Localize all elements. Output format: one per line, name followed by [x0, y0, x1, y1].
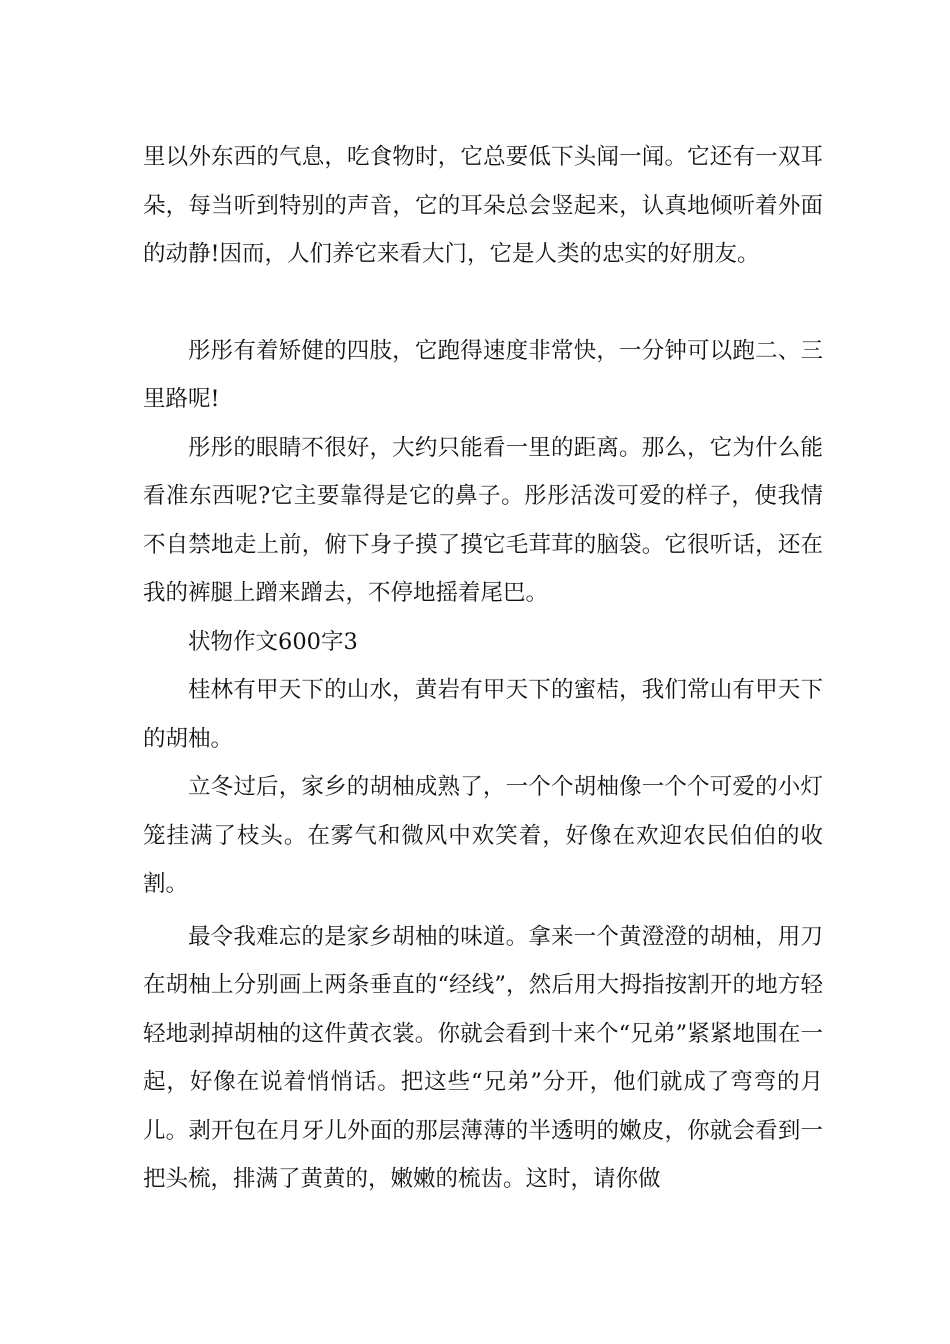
paragraph-continued: 里以外东西的气息，吃食物时，它总要低下头闻一闻。它还有一双耳朵，每当听到特别的声音，它的耳朵总会竖起来，认真地倾听着外面的动静!因而，人们养它来看大门，它是人类的忠实的好朋友。 — [143, 144, 823, 267]
document-body — [143, 133, 823, 1204]
section-heading: 状物作文600字3 — [188, 628, 358, 655]
paragraph: 桂林有甲天下的山水，黄岩有甲天下的蜜桔，我们常山有甲天下的胡柚。 — [143, 677, 823, 752]
paragraph: 立冬过后，家乡的胡柚成熟了，一个个胡柚像一个个可爱的小灯笼挂满了枝头。在雾气和微风中欢笑着，好像在欢迎农民伯伯的收割。 — [143, 774, 823, 897]
paragraph: 最令我难忘的是家乡胡柚的味道。拿来一个黄澄澄的胡柚，用刀在胡柚上分别画上两条垂直的“经线”，然后用大拇指按割开的地方轻轻地剥掉胡柚的这件黄衣裳。你就会看到十来个“兄弟”紧紧地围在一起，好像在说着悄悄话。把这些“兄弟”分开，他们就成了弯弯的月儿。剥开包在月牙儿外面的那层薄薄的半透明的嫩皮，你就会看到一把头梳，排满了黄黄的，嫩嫩的梳齿。这时，请你做 — [143, 923, 823, 1192]
paragraph: 彤彤有着矫健的四肢，它跑得速度非常快，一分钟可以跑二、三里路呢! — [143, 337, 823, 412]
paragraph: 彤彤的眼睛不很好，大约只能看一里的距离。那么，它为什么能看准东西呢?它主要靠得是它的鼻子。彤彤活泼可爱的样子，使我情不自禁地走上前，俯下身子摸了摸它毛茸茸的脑袋。它很听话，还在我的裤腿上蹭来蹭去，不停地摇着尾巴。 — [143, 434, 823, 606]
paragraph-gap — [143, 279, 823, 327]
